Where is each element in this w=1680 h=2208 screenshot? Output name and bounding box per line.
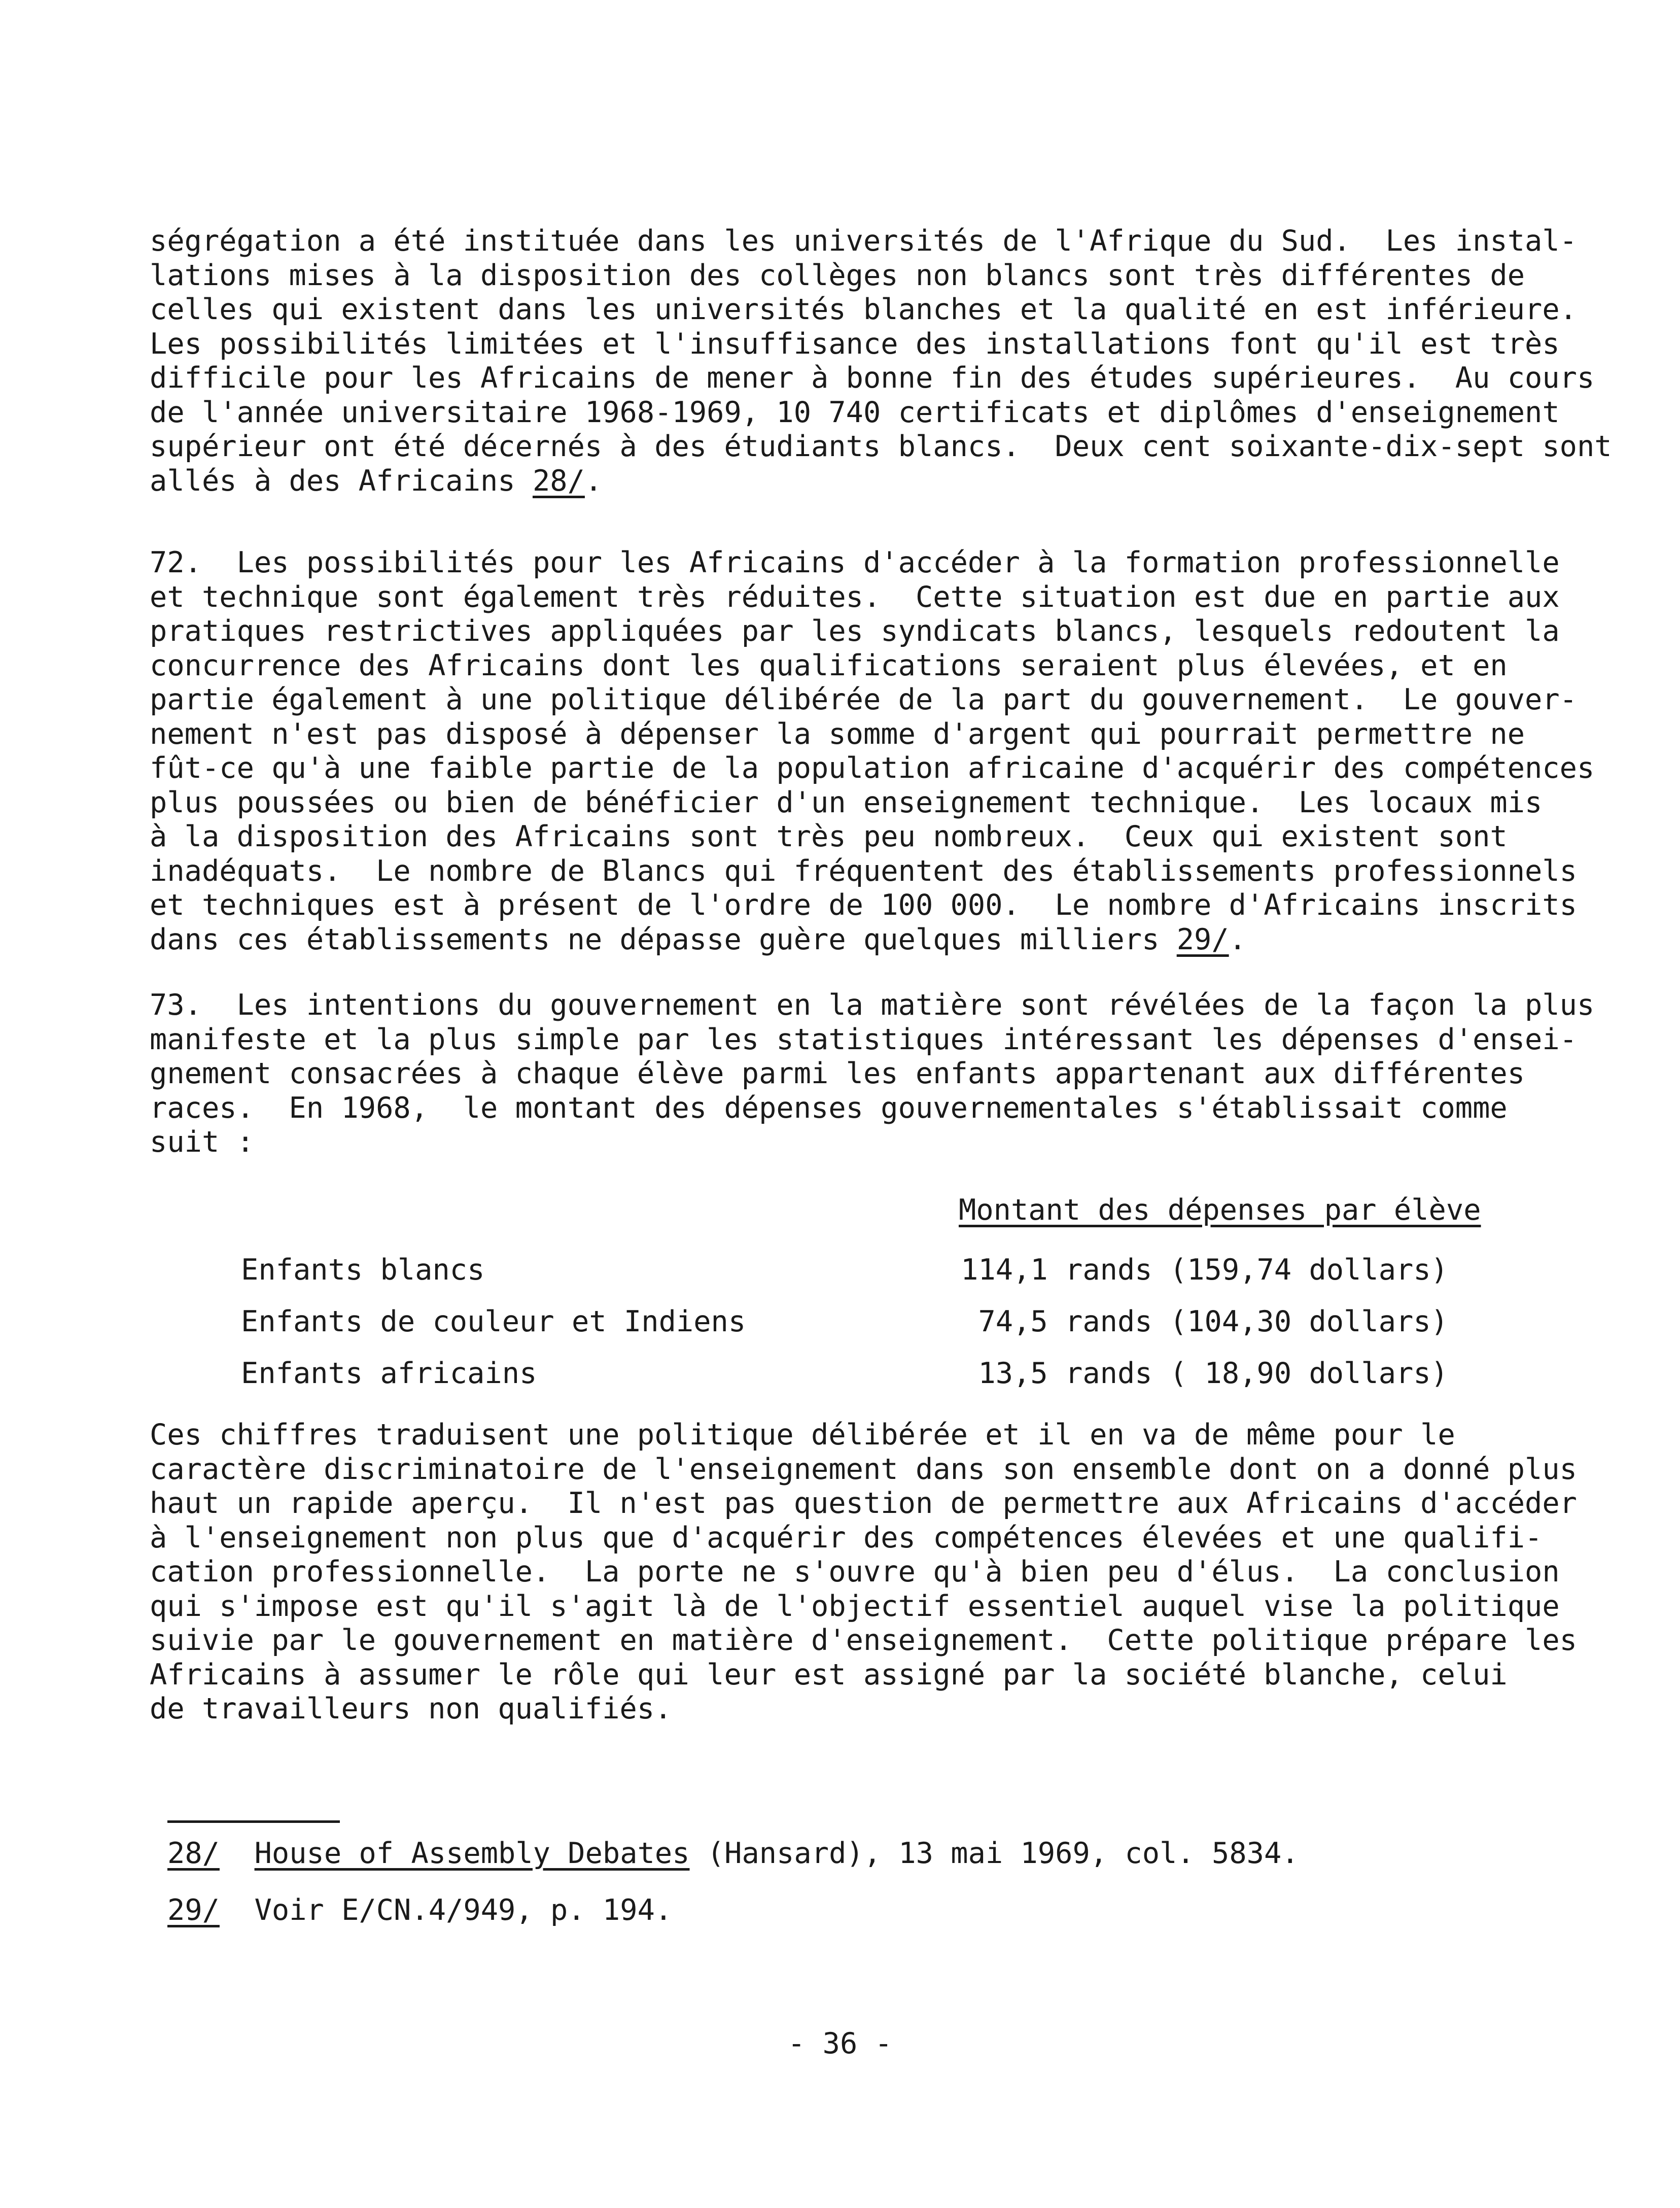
- text-line: lations mises à la disposition des collèges non blancs sont très différentes de: [150, 258, 1525, 292]
- text-line: Africains à assumer le rôle qui leur est assigné par la société blanche, celui: [150, 1658, 1508, 1692]
- text-line: races. En 1968, le montant des dépenses gouvernementales s'établissait comme: [150, 1091, 1508, 1125]
- text-line: [150, 923, 1570, 957]
- text-line: à la disposition des Africains sont très peu nombreux. Ceux qui existent sont: [150, 820, 1508, 853]
- text-line: et techniques est à présent de l'ordre de 100 000. Le nombre d'Africains inscrits: [150, 888, 1577, 922]
- text-line: cation professionnelle. La porte ne s'ouvre qu'à bien peu d'élus. La conclusion: [150, 1555, 1560, 1589]
- text-line: Les possibilités limitées et l'insuffisance des installations font qu'il est très: [150, 327, 1560, 361]
- footnote-ref-28[interactable]: 28/: [532, 464, 585, 498]
- text-line: caractère discriminatoire de l'enseignement dans son ensemble dont on a donné plus: [150, 1452, 1577, 1486]
- text-line: 72. Les possibilités pour les Africains d'accéder à la formation professionnelle: [150, 546, 1560, 579]
- paragraph-conclusion: [150, 1418, 1577, 1727]
- footnote-28: [167, 1837, 1299, 1871]
- text-fragment: dans ces établissements ne dépasse guère quelques milliers: [150, 922, 1177, 956]
- footnote-divider: [167, 1820, 340, 1823]
- text-fragment: .: [584, 464, 603, 498]
- footnote-text: Voir E/CN.4/949, p. 194.: [254, 1893, 673, 1927]
- text-line: suit :: [150, 1125, 254, 1159]
- footnote-number: 29/: [167, 1893, 220, 1927]
- table-row: [241, 1357, 1448, 1392]
- paragraph-72: [150, 546, 1595, 957]
- paragraph-71-continuation: [150, 224, 1612, 498]
- text-line: 73. Les intentions du gouvernement en la matière sont révélées de la façon la plus: [150, 988, 1595, 1022]
- text-line: de l'année universitaire 1968-1969, 10 740 certificats et diplômes d'enseignement: [150, 395, 1560, 429]
- text-line: manifeste et la plus simple par les statistiques intéressant les dépenses d'ensei-: [150, 1022, 1577, 1056]
- table-row-value: 114,1 rands (159,74 dollars): [961, 1253, 1448, 1287]
- table-row-value: 13,5 rands ( 18,90 dollars): [978, 1357, 1448, 1390]
- table-row: [241, 1305, 1448, 1340]
- footnote-ref-29[interactable]: 29/: [1176, 922, 1229, 956]
- text-line: partie également à une politique délibérée de la part du gouvernement. Le gouver-: [150, 683, 1577, 716]
- text-line: qui s'impose est qu'il s'agit là de l'objectif essentiel auquel vise la politique: [150, 1589, 1560, 1623]
- text-line: fût-ce qu'à une faible partie de la population africaine d'acquérir des compétences: [150, 751, 1595, 785]
- text-line: inadéquats. Le nombre de Blancs qui fréquentent des établissements professionnels: [150, 854, 1577, 888]
- text-line: difficile pour les Africains de mener à bonne fin des études supérieures. Au cours: [150, 361, 1595, 395]
- text-line: ségrégation a été instituée dans les universités de l'Afrique du Sud. Les instal-: [150, 224, 1577, 258]
- text-line: pratiques restrictives appliquées par les syndicats blancs, lesquels redoutent la: [150, 614, 1560, 648]
- paragraph-73: [150, 988, 1595, 1160]
- text-fragment: allés à des Africains: [150, 464, 533, 498]
- footnote-29: [167, 1893, 672, 1928]
- text-line: [150, 464, 1570, 499]
- table-row-label: Enfants blancs: [241, 1253, 485, 1287]
- text-line: haut un rapide aperçu. Il n'est pas question de permettre aux Africains d'accéder: [150, 1487, 1577, 1520]
- footnote-number: 28/: [167, 1837, 220, 1870]
- table-row: [241, 1253, 1448, 1289]
- text-line: Ces chiffres traduisent une politique délibérée et il en va de même pour le: [150, 1418, 1455, 1452]
- text-line: nement n'est pas disposé à dépenser la somme d'argent qui pourrait permettre ne: [150, 717, 1525, 751]
- table-row-label: Enfants de couleur et Indiens: [241, 1305, 746, 1338]
- table-row-value: 74,5 rands (104,30 dollars): [978, 1305, 1448, 1338]
- text-line: à l'enseignement non plus que d'acquérir des compétences élevées et une qualifi-: [150, 1521, 1543, 1555]
- footnote-text: (Hansard), 13 mai 1969, col. 5834.: [689, 1837, 1299, 1870]
- text-line: gnement consacrées à chaque élève parmi les enfants appartenant aux différentes: [150, 1057, 1525, 1090]
- text-line: et technique sont également très réduites. Cette situation est due en partie aux: [150, 580, 1560, 614]
- text-line: supérieur ont été décernés à des étudiants blancs. Deux cent soixante-dix-sept sont: [150, 430, 1612, 463]
- text-line: plus poussées ou bien de bénéficier d'un enseignement technique. Les locaux mis: [150, 785, 1543, 819]
- page-number: - 36 -: [788, 2027, 892, 2060]
- text-line: concurrence des Africains dont les qualifications seraient plus élevées, et en: [150, 648, 1508, 682]
- text-line: de travailleurs non qualifiés.: [150, 1692, 672, 1726]
- footnote-source-title: House of Assembly Debates: [254, 1837, 690, 1870]
- table-column-header: Montant des dépenses par élève: [959, 1193, 1481, 1227]
- text-line: suivie par le gouvernement en matière d'enseignement. Cette politique prépare les: [150, 1624, 1577, 1657]
- table-row-label: Enfants africains: [241, 1357, 537, 1390]
- text-fragment: .: [1229, 922, 1246, 956]
- text-line: celles qui existent dans les universités blanches et la qualité en est inférieure.: [150, 293, 1577, 326]
